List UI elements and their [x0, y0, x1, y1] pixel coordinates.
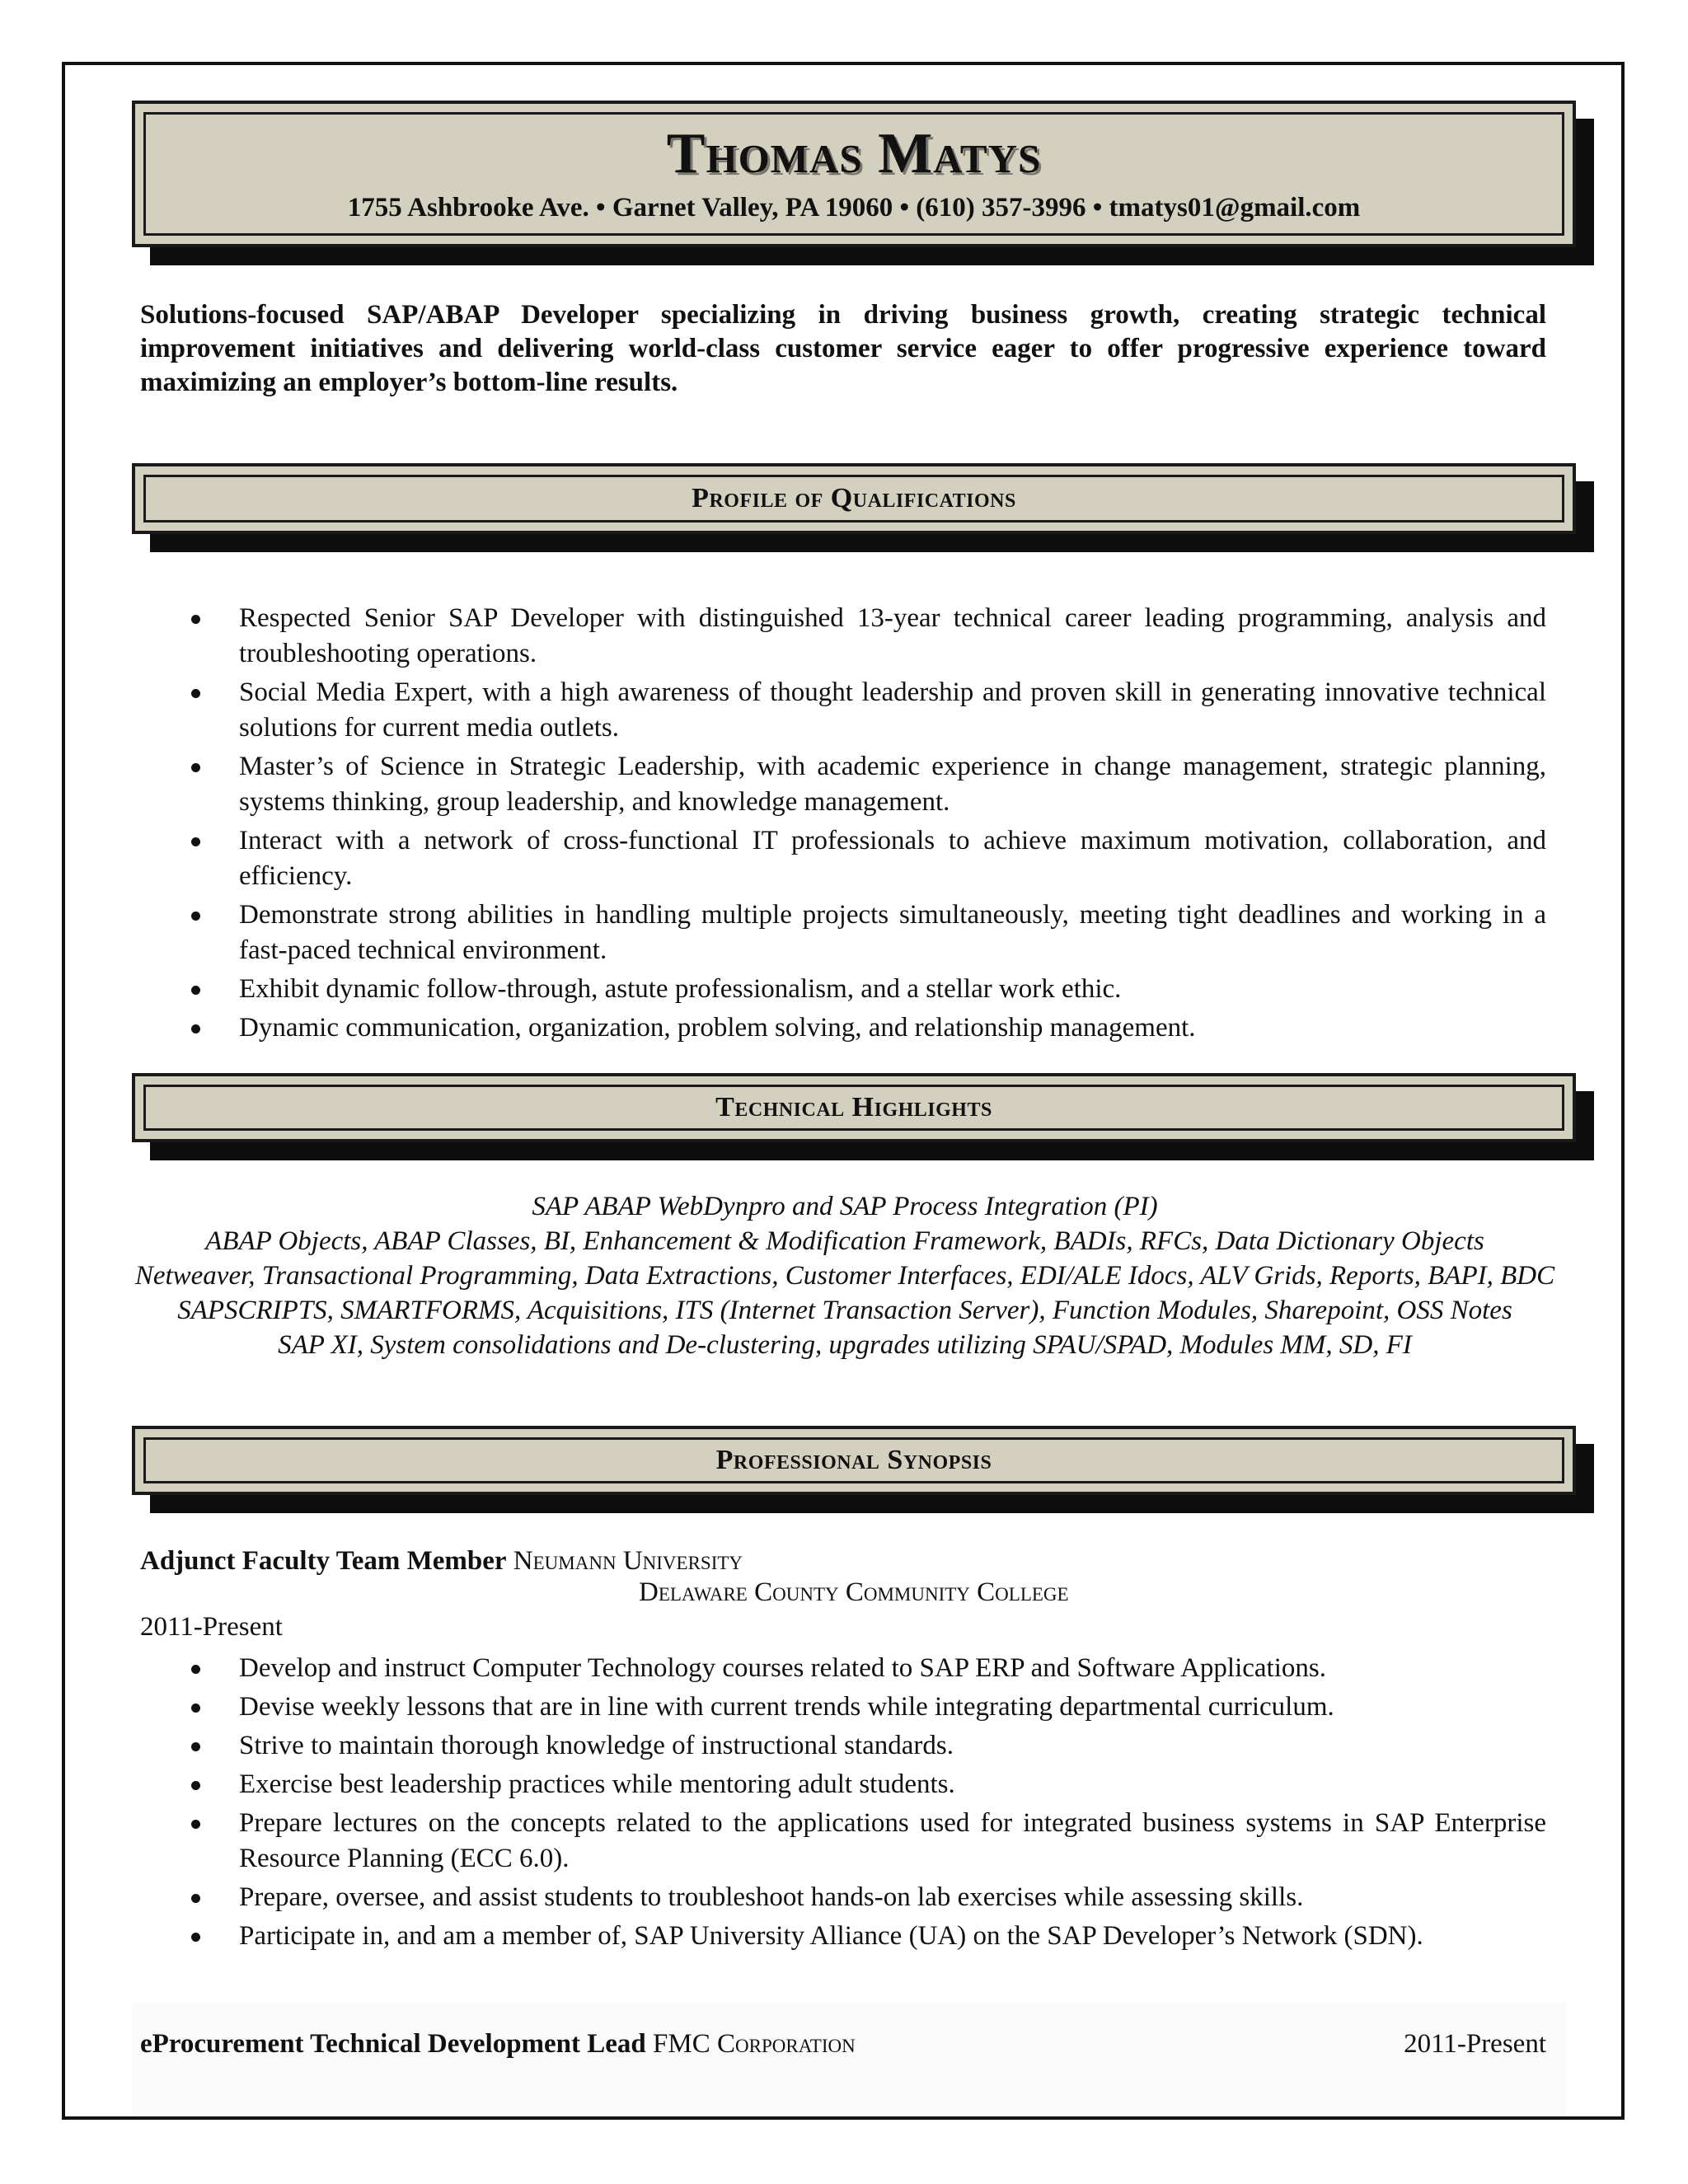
- candidate-name: Thomas Matys: [666, 121, 1042, 185]
- bullet-icon: [191, 837, 200, 846]
- list-item-text: Demonstrate strong abilities in handling multiple projects simultaneously, meeting tight deadlines and working in a fast-paced technical environment.: [239, 900, 1546, 965]
- banner-box: [132, 1426, 1576, 1495]
- section-banner-synopsis: [132, 1426, 1576, 1495]
- employer-name: Neumann University: [513, 1546, 743, 1576]
- section-banner-qualifications: [132, 463, 1576, 534]
- bullet-icon: [191, 1781, 200, 1790]
- banner-inner: [143, 1085, 1564, 1131]
- banner-inner: [143, 1437, 1564, 1483]
- list-item: [140, 972, 1546, 1007]
- list-item: [140, 1651, 1546, 1686]
- list-item: [140, 601, 1546, 672]
- list-item: [140, 1690, 1546, 1725]
- contact-line: 1755 Ashbrooke Ave. • Garnet Valley, PA 19060 • (610) 357-3996 • tmatys01@gmail.com: [347, 192, 1361, 223]
- header-banner: [132, 101, 1576, 247]
- section-title: Professional Synopsis: [715, 1445, 992, 1475]
- bullet-icon: [191, 912, 200, 921]
- job-dates: 2011-Present: [140, 1612, 283, 1642]
- list-item: [140, 1767, 1546, 1802]
- list-item-text: Prepare, oversee, and assist students to troubleshoot hands-on lab exercises while assessing skills.: [239, 1882, 1304, 1912]
- employer-name-secondary: Delaware County Community College: [639, 1577, 1069, 1607]
- list-item: [140, 823, 1546, 894]
- bullet-icon: [191, 1933, 200, 1942]
- section-banner-technical: [132, 1073, 1576, 1142]
- job-duties-list: [140, 1651, 1546, 1957]
- technical-highlights: [132, 1189, 1558, 1362]
- list-item: [140, 1880, 1546, 1915]
- bullet-icon: [191, 615, 200, 624]
- list-item-text: Social Media Expert, with a high awareness of thought leadership and proven skill in generating innovative technical solutions for current media outlets.: [239, 677, 1546, 743]
- list-item: [140, 898, 1546, 968]
- job-title: eProcurement Technical Development Lead: [140, 2029, 646, 2059]
- tech-line: SAP XI, System consolidations and De-clustering, upgrades utilizing SPAU/SPAD, Modules MM, SD, FI: [278, 1330, 1412, 1360]
- summary-paragraph: Solutions-focused SAP/ABAP Developer specializing in driving business growth, creating strategic technical improvement initiatives and delivering world-class customer service eager to offer progressive experience toward maximizing an employer’s bottom-line results.: [140, 300, 1546, 397]
- bullet-icon: [191, 1820, 200, 1829]
- bullet-icon: [191, 1665, 200, 1674]
- bullet-icon: [191, 1024, 200, 1033]
- list-item-text: Participate in, and am a member of, SAP University Alliance (UA) on the SAP Developer’s Network (SDN).: [239, 1921, 1423, 1951]
- list-item-text: Prepare lectures on the concepts related to the applications used for integrated business systems in SAP Enterprise Resource Planning (ECC 6.0).: [239, 1808, 1546, 1873]
- tech-line: SAPSCRIPTS, SMARTFORMS, Acquisitions, ITS (Internet Transaction Server), Function Modules, Sharepoint, OSS Notes: [177, 1296, 1512, 1325]
- list-item: [140, 749, 1546, 820]
- tech-line: SAP ABAP WebDynpro and SAP Process Integration (PI): [532, 1192, 1158, 1221]
- bullet-icon: [191, 1742, 200, 1751]
- list-item: [140, 1728, 1546, 1764]
- list-item: [140, 1919, 1546, 1954]
- banner-inner: [143, 112, 1564, 236]
- list-item-text: Exercise best leadership practices while mentoring adult students.: [239, 1769, 955, 1799]
- bullet-icon: [191, 986, 200, 995]
- bullet-icon: [191, 1704, 200, 1713]
- list-item: [140, 675, 1546, 746]
- list-item-text: Strive to maintain thorough knowledge of instructional standards.: [239, 1731, 954, 1760]
- banner-box: [132, 1073, 1576, 1142]
- list-item-text: Exhibit dynamic follow-through, astute professionalism, and a stellar work ethic.: [239, 974, 1122, 1004]
- section-title: Technical Highlights: [715, 1092, 992, 1122]
- list-item-text: Master’s of Science in Strategic Leadership, with academic experience in change management, strategic planning, systems thinking, group leadership, and knowledge management.: [239, 752, 1546, 817]
- bullet-icon: [191, 763, 200, 772]
- qualifications-list: [140, 601, 1546, 1049]
- list-item: [140, 1010, 1546, 1046]
- tech-line: ABAP Objects, ABAP Classes, BI, Enhancement & Modification Framework, BADIs, RFCs, Data Dictionary Objects: [205, 1226, 1484, 1256]
- job-heading: [140, 2027, 856, 2061]
- bullet-icon: [191, 689, 200, 698]
- list-item-text: Dynamic communication, organization, problem solving, and relationship management.: [239, 1013, 1196, 1043]
- tech-line: Netweaver, Transactional Programming, Data Extractions, Customer Interfaces, EDI/ALE Idocs, ALV Grids, Reports, BAPI, BDC: [134, 1261, 1555, 1291]
- banner-inner: [143, 475, 1564, 523]
- list-item-text: Respected Senior SAP Developer with distinguished 13-year technical career leading programming, analysis and troubleshooting operations.: [239, 603, 1546, 668]
- bullet-icon: [191, 1894, 200, 1903]
- job-title: Adjunct Faculty Team Member: [140, 1546, 507, 1576]
- list-item: [140, 1806, 1546, 1877]
- employer-name: FMC Corporation: [653, 2029, 856, 2059]
- banner-box: [132, 101, 1576, 247]
- job-dates: 2011-Present: [1404, 2029, 1546, 2059]
- list-item-text: Interact with a network of cross-functional IT professionals to achieve maximum motivation, collaboration, and efficiency.: [239, 826, 1546, 891]
- section-title: Profile of Qualifications: [692, 483, 1016, 513]
- list-item-text: Devise weekly lessons that are in line with current trends while integrating departmental curriculum.: [239, 1692, 1334, 1722]
- list-item-text: Develop and instruct Computer Technology courses related to SAP ERP and Software Applications.: [239, 1653, 1326, 1683]
- job-heading: [140, 1544, 743, 1578]
- banner-box: [132, 463, 1576, 534]
